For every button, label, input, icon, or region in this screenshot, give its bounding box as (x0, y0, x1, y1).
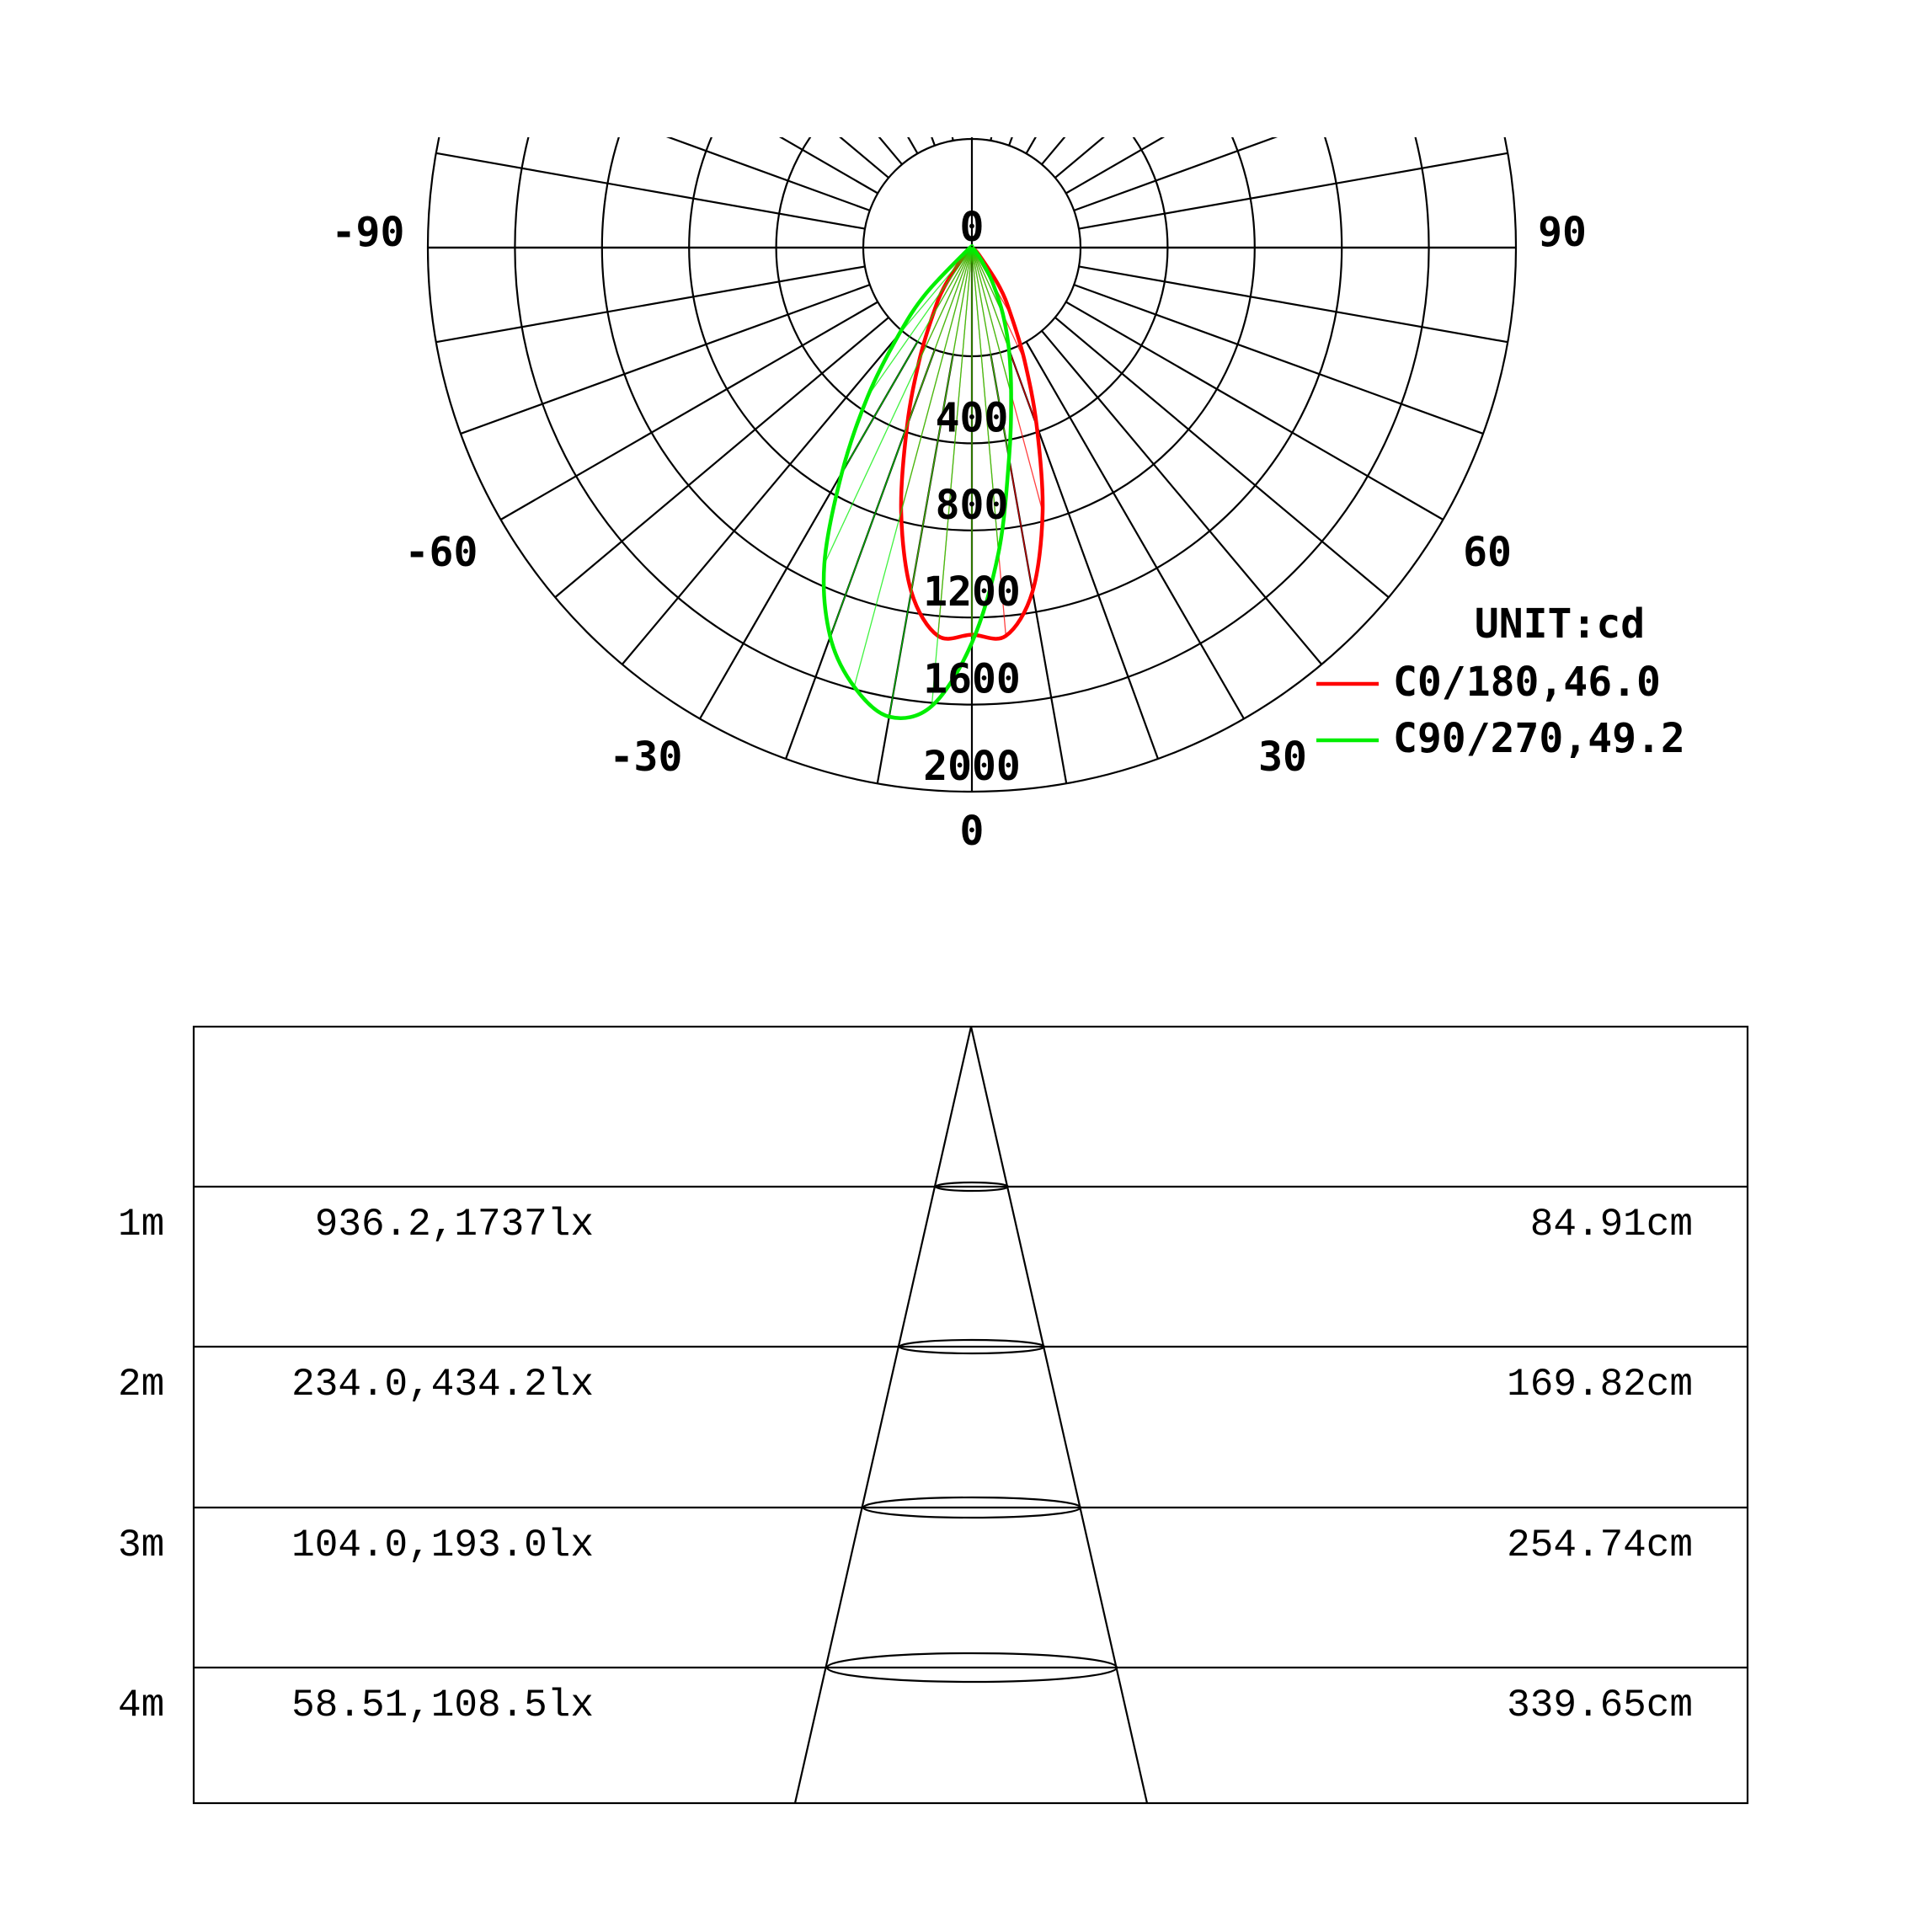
legend-label-c0: C0/180,46.0 (1393, 659, 1661, 706)
beam-cone-left (795, 1027, 971, 1803)
polar-spoke (436, 266, 865, 342)
illuminance-table (118, 1027, 1748, 1803)
angle-label-minus-30: -30 (609, 734, 683, 781)
distance-label-3m: 3m (118, 1524, 165, 1567)
candela-ray (899, 248, 972, 334)
polar-spoke (1027, 0, 1245, 153)
radial-tick-label: 400 (935, 394, 1009, 442)
polar-spoke (1074, 61, 1483, 211)
polar-spoke (501, 0, 878, 194)
lux-value-4m: 58.51,108.5lx (291, 1684, 594, 1727)
polar-diagram (332, 0, 1685, 855)
polar-spoke (555, 318, 889, 597)
radial-tick-label: 1200 (923, 568, 1021, 616)
lux-value-1m: 936.2,1737lx (314, 1203, 594, 1246)
polar-spoke (1042, 331, 1321, 664)
polar-spoke (1055, 0, 1389, 178)
angle-label-0-top: 0 (959, 204, 985, 251)
beam-cone-right (971, 1027, 1147, 1803)
diameter-value-1m: 84.91cm (1529, 1203, 1693, 1246)
lux-value-2m: 234.0,434.2lx (291, 1363, 594, 1406)
unit-label: UNIT:cd (1474, 600, 1646, 648)
polar-spoke (1055, 318, 1389, 597)
polar-spoke (1042, 0, 1321, 164)
distance-label-4m: 4m (118, 1684, 165, 1727)
angle-label-0-bottom: 0 (959, 808, 985, 855)
radial-tick-label: 800 (935, 481, 1009, 529)
angle-label-30: 30 (1258, 734, 1307, 781)
polar-spoke (700, 0, 918, 153)
diameter-value-4m: 339.65cm (1507, 1684, 1693, 1727)
angle-label-60: 60 (1463, 529, 1512, 576)
distance-label-2m: 2m (118, 1363, 165, 1406)
polar-spoke (1009, 0, 1158, 146)
distance-label-1m: 1m (118, 1203, 165, 1246)
polar-spoke (1074, 285, 1483, 434)
radial-tick-label: 1600 (923, 655, 1021, 703)
polar-spoke (878, 0, 953, 141)
polar-spoke (461, 61, 870, 211)
angle-label-minus-60: -60 (404, 529, 478, 576)
polar-spoke (1079, 266, 1508, 342)
polar-spoke (1079, 153, 1508, 229)
angle-label-90: 90 (1538, 209, 1587, 256)
lux-value-3m: 104.0,193.0lx (291, 1524, 594, 1567)
polar-spoke (622, 331, 902, 664)
diameter-value-3m: 254.74cm (1507, 1524, 1693, 1567)
radial-tick-label: 2000 (923, 743, 1021, 790)
polar-spoke (786, 0, 935, 146)
polar-spoke (1066, 0, 1444, 194)
angle-label-minus-90: -90 (331, 209, 405, 256)
diameter-value-2m: 169.82cm (1507, 1363, 1693, 1406)
legend (1316, 600, 1685, 762)
polar-spoke (461, 285, 870, 434)
polar-spoke (555, 0, 889, 178)
legend-label-c90: C90/270,49.2 (1393, 715, 1685, 762)
polar-spoke (990, 0, 1066, 141)
polar-curves (824, 246, 1043, 718)
polar-spoke (622, 0, 902, 164)
polar-spoke (436, 153, 865, 229)
